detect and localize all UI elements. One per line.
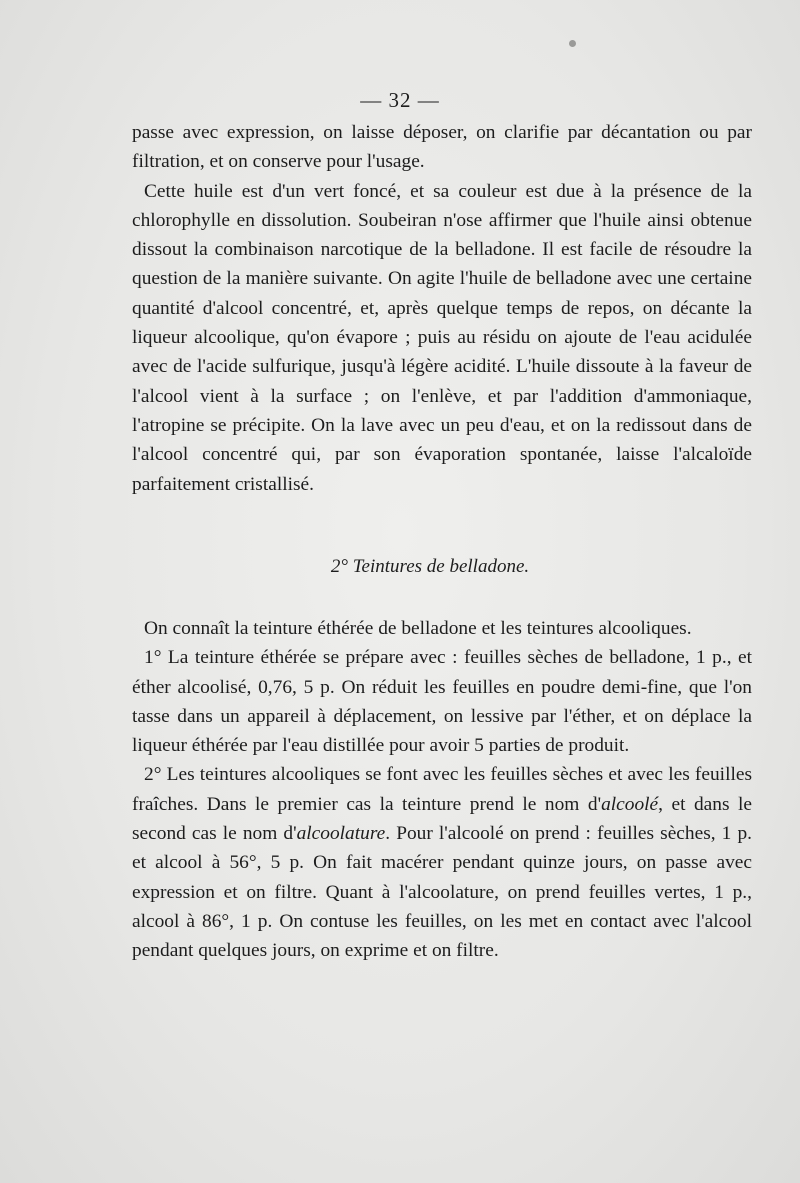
alcohol-text-part1: 2° Les teintures alcooliques se font avec les feuilles sèches et avec les feuilles fraîches. Dans le premier cas la teinture prend le nom d' xyxy=(132,764,752,815)
paragraph-huile: Cette huile est d'un vert foncé, et sa couleur est due à la présence de la chlorophylle en dissolution. Soubeiran n'ose affirmer que l'huile ainsi obtenue dissout la combinaison narcotique de la belladone. Il est facile de résoudre la question de la manière suivante. On agite l'huile de belladone avec une certaine quantité d'alcool concentré, et, après quelque temps de repos, on décante la liqueur alcoolique, qu'on évapore ; puis au résidu on ajoute de l'eau acidulée avec de l'acide sulfurique, jusqu'à légère acidité. L'huile dissoute à la faveur de l'alcool vient à la surface ; on l'enlève, et par l'addition d'ammoniaque, l'atropine se précipite. On la lave avec un peu d'eau, et on la redissout dans de l'alcool concentré qui, par son évaporation spontanée, laisse l'alcaloïde parfaitement cristallisé. xyxy=(132,180,752,495)
bottom-text-block xyxy=(132,614,752,966)
section-heading: 2° Teintures de belladone. xyxy=(330,556,530,577)
paragraph-continuation: passe avec expression, on laisse déposer, on clarifie par décantation ou par filtration, et on conserve pour l'usage. xyxy=(132,122,752,173)
term-alcoolature: alcoolature xyxy=(296,823,386,845)
page-number: — 32 — xyxy=(360,88,440,112)
top-text-block xyxy=(132,118,752,499)
paragraph-alcohol xyxy=(132,760,752,965)
alcohol-text-part3: . Pour l'alcoolé on prend : feuilles sèches, 1 p. et alcool à 56°, 5 p. On fait macérer pendant quinze jours, on passe avec expression et on filtre. Quant à l'alcoolature, on prend feuilles vertes, 1 p., alcool à 86°, 1 p. On contuse les feuilles, on les met en contact avec l'alcool pendant quelques jours, on exprime et on filtre. xyxy=(132,823,753,962)
alcohol-text-part2: , et dans le second cas le nom d' xyxy=(132,793,752,845)
paper-speck xyxy=(569,40,576,47)
paragraph-intro: On connaît la teinture éthérée de belladone et les teintures alcooliques. xyxy=(144,618,692,639)
term-alcoole: alcoolé xyxy=(601,793,659,815)
paragraph-ether: 1° La teinture éthérée se prépare avec : feuilles sèches de belladone, 1 p., et éther alcoolisé, 0,76, 5 p. On réduit les feuilles en poudre demi-fine, que l'on tasse dans un appareil à déplacement, on lessive par l'éther, et on déplace la liqueur éthérée par l'eau distillée pour avoir 5 parties de produit. xyxy=(132,647,752,757)
